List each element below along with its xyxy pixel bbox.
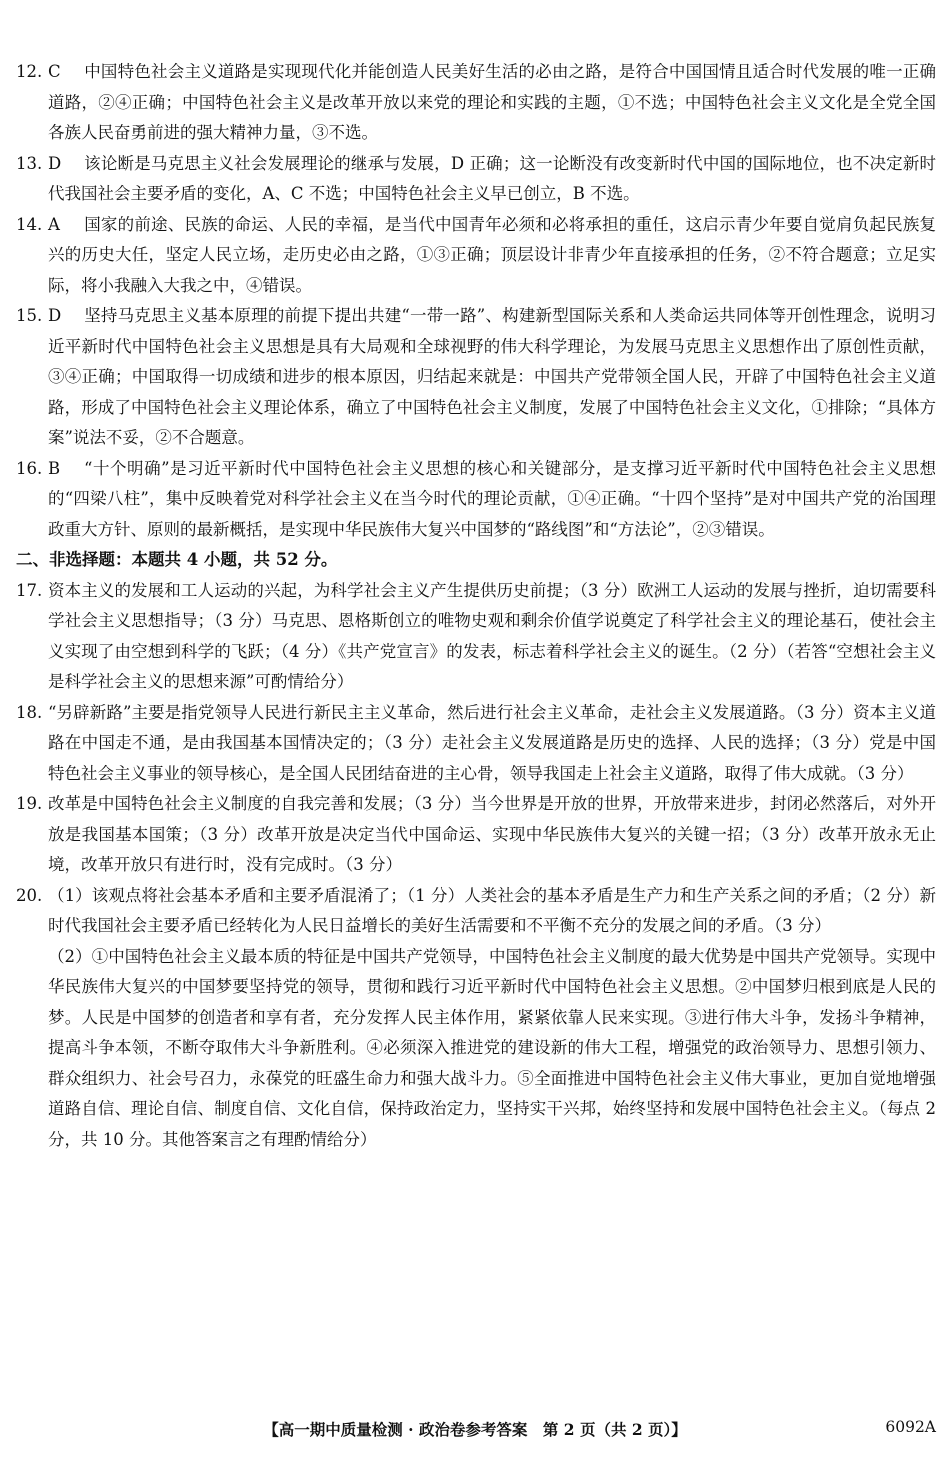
item-explanation: 国家的前途、民族的命运、人民的幸福，是当代中国青年必须和必将承担的重任，这启示青少年要自觉肩负起民族复兴的历史大任，坚定人民立场，走历史必由之路，①③正确；顶层设计非青少年直接承担的任务，②不符合题意；立足实际，将小我融入大我之中，④错误。 xyxy=(48,214,936,295)
item-explanation: 中国特色社会主义道路是实现现代化并能创造人民美好生活的必由之路，是符合中国国情且适合时代发展的唯一正确道路，②④正确；中国特色社会主义是改革开放以来党的理论和实践的主题，①不选；中国特色社会主义文化是全党全国各族人民奋勇前进的强大精神力量，③不选。 xyxy=(48,62,936,142)
answer-content xyxy=(16,57,936,1155)
item-number: 19. xyxy=(16,794,43,813)
item-answer: D xyxy=(48,306,62,325)
item-number: 14. xyxy=(16,214,43,234)
item-number: 12. xyxy=(16,62,43,81)
footer-code: 6092A xyxy=(885,1418,936,1436)
item-number: 18. xyxy=(16,702,43,722)
answer-item-15 xyxy=(16,301,936,454)
answer-item-17 xyxy=(16,576,936,698)
item-answer: D xyxy=(48,153,62,173)
answer-item-14 xyxy=(16,210,936,302)
item-explanation: “十个明确”是习近平新时代中国特色社会主义思想的核心和关键部分，是支撑习近平新时代中国特色社会主义思想的“四梁八柱”，集中反映着党对科学社会主义在当今时代的理论贡献，①④正确。“十四个坚持”是对中国共产党的治国理政重大方针、原则的最新概括，是实现中华民族伟大复兴中国梦的“路线图”和“方法论”，②③错误。 xyxy=(48,458,936,539)
item-explanation: 资本主义的发展和工人运动的兴起，为科学社会主义产生提供历史前提；（3 分）欧洲工人运动的发展与挫折，迫切需要科学社会主义思想指导；（3 分）马克思、恩格斯创立的唯物史观和剩余价值学说奠定了科学社会主义的理论基石，使社会主义实现了由空想到科学的飞跃；（4 分）《共产党宣言》的发表，标志着科学社会主义的诞生。（2 分）（若答“空想社会主义是科学社会主义的思想来源”可酌情给分） xyxy=(48,580,936,691)
item-number: 13. xyxy=(16,153,43,173)
item-answer: A xyxy=(48,214,60,234)
item-explanation: “另辟新路”主要是指党领导人民进行新民主主义革命，然后进行社会主义革命，走社会主义发展道路。（3 分）资本主义道路在中国走不通，是由我国基本国情决定的；（3 分）走社会主义发展道路是历史的选择、人民的选择；（3 分）党是中国特色社会主义事业的领导核心，是全国人民团结奋进的主心骨，领导我国走上社会主义道路，取得了伟大成就。（3 分） xyxy=(48,702,936,783)
footer-title: 【高一期中质量检测 · 政治卷参考答案 第 2 页（共 2 页）】 xyxy=(263,1420,687,1439)
item-answer: C xyxy=(48,62,61,81)
item-part-1: （1）该观点将社会基本矛盾和主要矛盾混淆了；（1 分）人类社会的基本矛盾是生产力和生产关系之间的矛盾；（2 分）新时代我国社会主要矛盾已经转化为人民日益增长的美好生活需要和不平衡不充分的发展之间的矛盾。（3 分） xyxy=(48,885,936,935)
answer-item-16 xyxy=(16,454,936,546)
answer-item-20-part-2: （2）①中国特色社会主义最本质的特征是中国共产党领导，中国特色社会主义制度的最大优势是中国共产党领导。实现中华民族伟大复兴的中国梦要坚持党的领导，贯彻和践行习近平新时代中国特色社会主义思想。②中国梦归根到底是人民的梦。人民是中国梦的创造者和享有者，充分发挥人民主体作用，紧紧依靠人民来实现。③进行伟大斗争，发扬斗争精神，提高斗争本领，不断夺取伟大斗争新胜利。④必须深入推进党的建设新的伟大工程，增强党的政治领导力、思想引领力、群众组织力、社会号召力，永葆党的旺盛生命力和强大战斗力。⑤全面推进中国特色社会主义伟大事业，更加自觉地增强道路自信、理论自信、制度自信、文化自信，保持政治定力，坚持实干兴邦，始终坚持和发展中国特色社会主义。（每点 2 分，共 10 分。其他答案言之有理酌情给分） xyxy=(48,946,936,1149)
item-number: 20. xyxy=(16,885,43,905)
answer-item-19 xyxy=(16,789,936,881)
answer-item-12 xyxy=(16,57,936,149)
item-number: 15. xyxy=(16,306,43,325)
item-explanation: 坚持马克思主义基本原理的前提下提出共建“一带一路”、构建新型国际关系和人类命运共同体等开创性理念，说明习近平新时代中国特色社会主义思想是具有大局观和全球视野的伟大科学理论，为发展马克思主义思想作出了原创性贡献，③④正确；中国取得一切成绩和进步的根本原因，归结起来就是：中国共产党带领全国人民，开辟了中国特色社会主义道路，形成了中国特色社会主义理论体系，确立了中国特色社会主义制度，发展了中国特色社会主义文化，①排除；“具体方案”说法不妥，②不合题意。 xyxy=(48,306,936,447)
item-explanation: 改革是中国特色社会主义制度的自我完善和发展；（3 分）当今世界是开放的世界，开放带来进步，封闭必然落后，对外开放是我国基本国策；（3 分）改革开放是决定当代中国命运、实现中华民族伟大复兴的关键一招；（3 分）改革开放永无止境，改革开放只有进行时，没有完成时。（3 分） xyxy=(48,794,936,874)
item-number: 17. xyxy=(16,580,43,600)
item-explanation: 该论断是马克思主义社会发展理论的继承与发展，D 正确；这一论断没有改变新时代中国的国际地位，也不决定新时代我国社会主要矛盾的变化，A、C 不选；中国特色社会主义早已创立，B 不选。 xyxy=(48,153,936,203)
section-title: 二、非选择题：本题共 4 小题，共 52 分。 xyxy=(16,550,338,569)
item-number: 16. xyxy=(16,458,43,478)
item-answer: B xyxy=(48,458,61,478)
answer-item-13 xyxy=(16,149,936,210)
answer-item-20 xyxy=(16,881,936,942)
answer-item-18 xyxy=(16,698,936,790)
